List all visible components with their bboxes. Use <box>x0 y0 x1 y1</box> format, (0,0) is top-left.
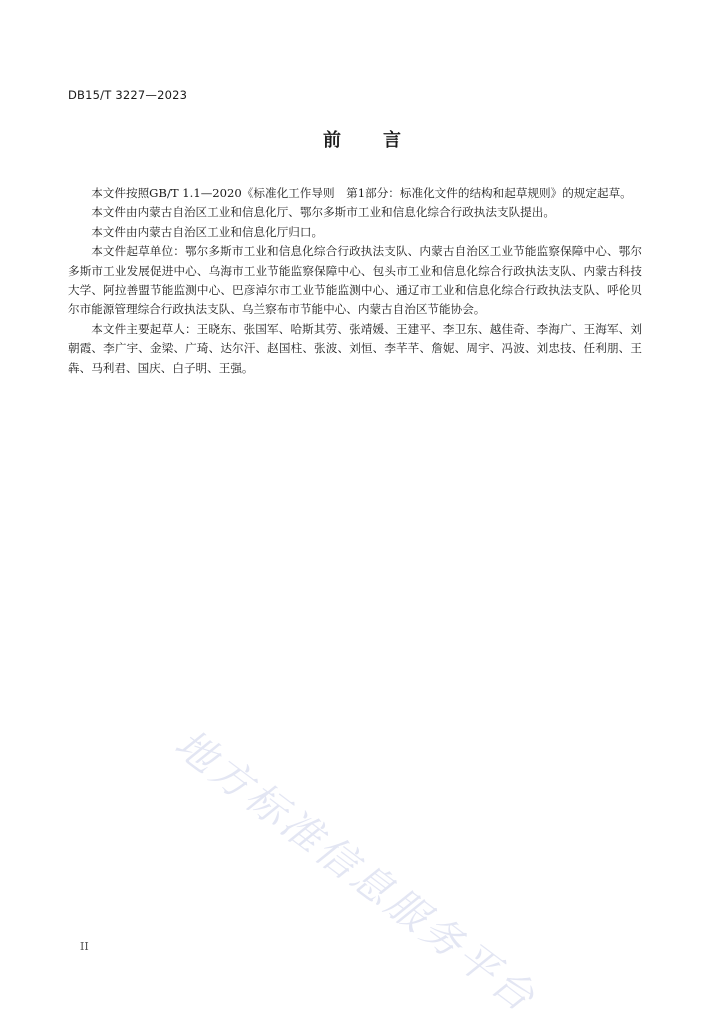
page-title: 前言 <box>323 130 443 151</box>
paragraph-drafting-units: 本文件起草单位：鄂尔多斯市工业和信息化综合行政执法支队、内蒙古自治区工业节能监察保障中心、鄂尔多斯市工业发展促进中心、乌海市工业节能监察保障中心、包头市工业和信息化综合行政执法支队、内蒙古科技大学、阿拉善盟节能监测中心、巴彦淖尔市工业节能监测中心、通辽市工业和信息化综合行政执法支队、呼伦贝尔市能源管理综合行政执法支队、乌兰察布市节能中心、内蒙古自治区节能协会。 <box>68 244 642 317</box>
paragraph-administrator: 本文件由内蒙古自治区工业和信息化厅归口。 <box>91 224 324 239</box>
paragraph-drafting-basis: 本文件按照GB/T 1.1—2020《标准化工作导则 第1部分：标准化文件的结构和起草规则》的规定起草。 <box>91 186 632 200</box>
page-number: II <box>80 940 89 953</box>
document-code: DB15/T 3227—2023 <box>68 88 188 102</box>
paragraph-drafters: 本文件主要起草人：王晓东、张国军、哈斯其劳、张靖媛、王建平、李卫东、越佳奇、李海广、王海军、刘朝霞、李广宇、金梁、广琦、达尔汗、赵国柱、张波、刘恒、李芊芊、詹妮、周宇、冯波、刘忠技、任利朋、王犇、马利君、国庆、白子明、王强。 <box>68 321 642 375</box>
document-body <box>68 184 642 378</box>
watermark: 地方标准信息服务平台 <box>166 720 546 1023</box>
paragraph-proposer: 本文件由内蒙古自治区工业和信息化厅、鄂尔多斯市工业和信息化综合行政执法支队提出。 <box>91 205 555 220</box>
